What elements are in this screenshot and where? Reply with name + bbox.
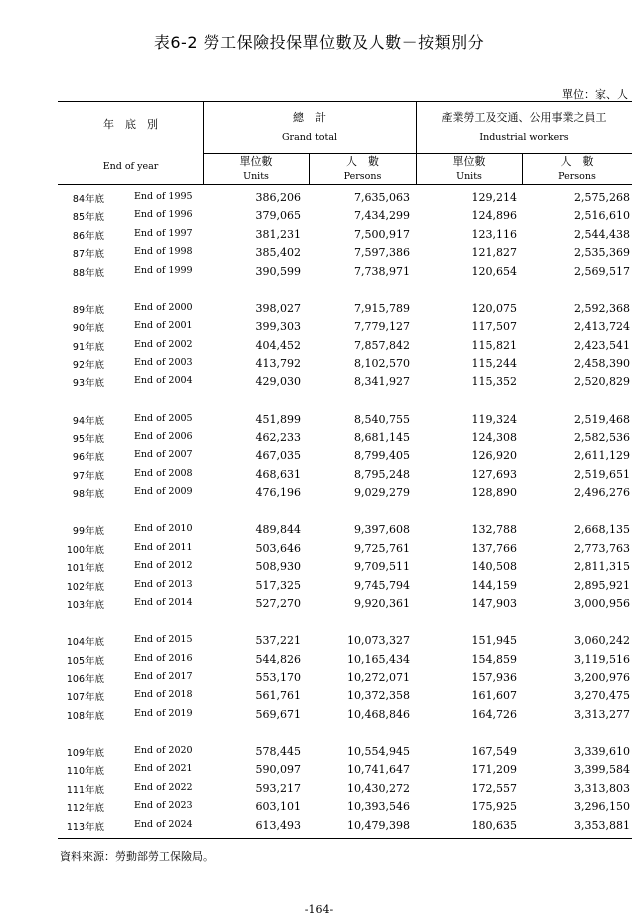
row-total-units: 467,035 (255, 449, 301, 463)
row-year-en: End of 2014 (134, 597, 193, 608)
row-industrial-persons: 3,399,584 (574, 763, 630, 777)
table-bottom-rule (58, 838, 632, 839)
row-industrial-persons: 3,060,242 (574, 634, 630, 648)
header-total-persons-en: Persons (343, 171, 382, 182)
table-row (58, 780, 632, 798)
row-year-en: End of 2017 (134, 671, 193, 682)
row-industrial-persons: 2,413,724 (574, 320, 630, 334)
table-row (58, 706, 632, 724)
row-total-units: 553,170 (255, 671, 301, 684)
table-row (58, 207, 632, 225)
row-total-units: 527,270 (255, 597, 301, 610)
header-category-zh: 年 底 別 (103, 118, 158, 131)
table-row (58, 318, 632, 336)
row-year-en: End of 2004 (134, 375, 193, 387)
row-industrial-persons: 2,895,921 (574, 578, 630, 592)
table-row (58, 743, 632, 761)
row-year-en: End of 2015 (134, 634, 193, 646)
row-industrial-persons: 2,582,536 (574, 431, 630, 444)
row-industrial-units: 171,209 (471, 763, 517, 777)
row-total-units: 508,930 (255, 560, 301, 574)
row-industrial-units: 115,821 (471, 338, 517, 352)
row-year-zh: 109年底 (66, 748, 104, 759)
source-note: 資料來源：勞動部勞工保險局。 (60, 850, 214, 863)
row-industrial-units: 127,693 (471, 467, 517, 481)
row-year-zh: 91年底 (72, 341, 104, 353)
row-year-en: End of 2016 (134, 652, 193, 664)
row-industrial-persons: 3,313,803 (574, 781, 630, 795)
row-industrial-units: 137,766 (471, 541, 517, 555)
header-total-units-en: Units (243, 171, 269, 182)
header-category-en: End of year (102, 161, 159, 172)
row-year-en: End of 2024 (134, 818, 193, 830)
row-year-en: End of 2001 (134, 320, 193, 332)
row-total-persons: 10,479,398 (347, 818, 410, 832)
row-year-zh: 101年底 (66, 563, 104, 575)
row-industrial-units: 115,244 (471, 357, 517, 370)
row-industrial-persons: 2,611,129 (574, 449, 630, 463)
row-industrial-units: 115,352 (471, 375, 517, 389)
row-industrial-persons: 2,458,390 (574, 357, 630, 370)
row-industrial-units: 151,945 (471, 634, 517, 648)
row-year-en: End of 2002 (134, 338, 193, 350)
row-industrial-units: 124,308 (471, 431, 517, 444)
row-year-zh: 99年底 (72, 526, 104, 538)
row-total-persons: 10,741,647 (347, 763, 410, 777)
row-year-zh: 113年底 (66, 821, 104, 833)
row-total-units: 404,452 (255, 338, 301, 352)
row-total-persons: 7,635,063 (354, 191, 410, 204)
table-row (58, 558, 632, 576)
row-year-zh: 94年底 (72, 415, 104, 427)
row-year-en: End of 2018 (134, 689, 193, 701)
row-year-en: End of 2007 (134, 449, 193, 461)
row-total-units: 544,826 (255, 652, 301, 666)
row-total-units: 379,065 (255, 209, 301, 223)
row-total-persons: 9,725,761 (354, 541, 410, 555)
row-year-en: End of 1997 (134, 227, 193, 239)
row-industrial-persons: 2,592,368 (574, 301, 630, 315)
row-year-zh: 93年底 (72, 378, 104, 390)
row-industrial-persons: 2,569,517 (574, 264, 630, 278)
row-industrial-persons: 3,270,475 (574, 689, 630, 703)
row-year-zh: 92年底 (72, 360, 104, 371)
row-total-persons: 10,073,327 (347, 634, 410, 648)
row-industrial-units: 175,925 (471, 800, 517, 814)
row-industrial-persons: 2,575,268 (574, 191, 630, 204)
row-industrial-persons: 2,520,829 (574, 375, 630, 389)
row-total-units: 451,899 (255, 412, 301, 426)
statistics-table (58, 101, 632, 839)
row-total-persons: 8,799,405 (354, 449, 410, 463)
row-year-en: End of 2023 (134, 800, 193, 812)
row-total-units: 413,792 (255, 357, 301, 370)
row-industrial-units: 129,214 (471, 191, 517, 204)
row-industrial-units: 154,859 (471, 652, 517, 666)
row-year-zh: 87年底 (72, 249, 104, 261)
row-year-en: End of 2009 (134, 486, 193, 498)
row-industrial-persons: 2,496,276 (574, 486, 630, 500)
row-total-persons: 7,738,971 (354, 264, 410, 278)
row-year-zh: 110年底 (66, 766, 104, 778)
row-year-zh: 111年底 (66, 784, 104, 796)
table-row (58, 466, 632, 484)
row-total-persons: 8,681,145 (354, 431, 410, 444)
row-year-en: End of 2012 (134, 560, 193, 572)
row-year-zh: 105年底 (66, 655, 104, 667)
row-industrial-persons: 2,773,763 (574, 541, 630, 555)
row-total-units: 590,097 (255, 763, 301, 777)
row-total-persons: 8,795,248 (354, 467, 410, 481)
row-year-zh: 97年底 (72, 470, 104, 482)
row-total-units: 613,493 (255, 818, 301, 832)
row-total-persons: 9,920,361 (354, 597, 410, 610)
row-industrial-units: 119,324 (471, 412, 517, 426)
table-row (58, 263, 632, 281)
row-total-persons: 8,341,927 (354, 375, 410, 389)
row-year-en: End of 2000 (134, 301, 193, 313)
row-year-zh: 102年底 (66, 581, 104, 593)
row-industrial-persons: 3,000,956 (574, 597, 630, 610)
table-row (58, 687, 632, 705)
page-title: 表6-2 勞工保險投保單位數及人數－按類別分 (153, 33, 485, 52)
row-total-persons: 10,468,846 (347, 707, 410, 721)
table-row (58, 300, 632, 318)
row-total-persons: 10,554,945 (347, 745, 410, 758)
row-total-persons: 7,915,789 (354, 301, 410, 315)
row-total-units: 503,646 (255, 541, 301, 555)
row-total-persons: 8,540,755 (354, 412, 410, 426)
row-industrial-persons: 2,668,135 (574, 523, 630, 537)
row-year-zh: 85年底 (72, 212, 104, 224)
row-industrial-persons: 3,339,610 (574, 745, 630, 758)
row-total-persons: 7,857,842 (354, 338, 410, 352)
row-total-persons: 9,745,794 (354, 578, 410, 592)
row-total-persons: 9,397,608 (354, 523, 410, 537)
row-year-en: End of 2020 (134, 745, 193, 756)
row-year-en: End of 1995 (134, 191, 193, 202)
header-total-persons-zh: 人 數 (346, 155, 379, 168)
table-top-rule (58, 101, 632, 102)
row-total-persons: 7,597,386 (354, 246, 410, 260)
header-total-zh: 總 計 (293, 111, 326, 124)
table-row (58, 244, 632, 262)
table-row (58, 632, 632, 650)
row-industrial-units: 147,903 (471, 597, 517, 610)
row-year-zh: 112年底 (66, 803, 104, 815)
row-total-persons: 10,393,546 (347, 800, 410, 814)
row-industrial-units: 132,788 (471, 523, 517, 537)
row-total-units: 398,027 (255, 301, 301, 315)
table-row (58, 355, 632, 373)
row-total-persons: 9,029,279 (354, 486, 410, 500)
table-row (58, 373, 632, 391)
row-industrial-units: 144,159 (471, 578, 517, 592)
row-industrial-units: 124,896 (471, 209, 517, 223)
row-year-en: End of 2006 (134, 431, 193, 442)
row-total-units: 390,599 (255, 264, 301, 278)
row-year-zh: 96年底 (72, 452, 104, 464)
row-total-persons: 7,434,299 (354, 209, 410, 223)
table-row (58, 411, 632, 429)
row-total-units: 593,217 (255, 781, 301, 795)
header-ind-persons-zh: 人 數 (560, 155, 594, 168)
table-row (58, 651, 632, 669)
header-ind-persons-en: Persons (558, 171, 596, 182)
row-total-units: 517,325 (255, 578, 301, 592)
row-total-persons: 10,165,434 (347, 652, 410, 666)
table-row (58, 669, 632, 687)
table-row (58, 761, 632, 779)
row-year-zh: 98年底 (72, 489, 104, 501)
row-total-units: 569,671 (255, 707, 301, 721)
header-ind-units-en: Units (456, 171, 482, 182)
row-year-zh: 95年底 (72, 434, 104, 445)
row-year-zh: 89年底 (72, 304, 104, 316)
row-year-en: End of 1999 (134, 264, 193, 276)
row-year-zh: 88年底 (72, 267, 104, 279)
row-total-persons: 7,500,917 (354, 227, 410, 241)
row-year-en: End of 2019 (134, 707, 193, 719)
table-row (58, 337, 632, 355)
unit-label: 單位：家、人 (562, 88, 628, 101)
row-total-units: 381,231 (255, 227, 301, 241)
row-industrial-units: 128,890 (471, 486, 517, 500)
table-row (58, 577, 632, 595)
row-year-en: End of 2010 (134, 523, 193, 535)
row-year-zh: 104年底 (66, 637, 104, 649)
table-row (58, 429, 632, 447)
page-number: -164- (304, 903, 334, 916)
row-year-zh: 108年底 (66, 710, 104, 722)
row-total-units: 537,221 (255, 634, 301, 648)
row-industrial-persons: 3,296,150 (574, 800, 630, 814)
row-total-persons: 9,709,511 (354, 560, 410, 574)
row-year-en: End of 2003 (134, 357, 193, 368)
row-industrial-persons: 2,519,468 (574, 412, 630, 426)
table-row (58, 817, 632, 835)
row-total-units: 462,233 (255, 431, 301, 444)
row-year-zh: 107年底 (66, 692, 104, 704)
header-total-units-zh: 單位數 (239, 155, 273, 168)
row-year-zh: 90年底 (72, 323, 104, 335)
row-year-en: End of 2021 (134, 763, 193, 775)
row-industrial-units: 140,508 (471, 560, 517, 574)
row-year-en: End of 1998 (134, 246, 193, 258)
row-industrial-persons: 2,535,369 (574, 246, 630, 260)
table-row (58, 226, 632, 244)
header-industrial-zh: 產業勞工及交通、公用事業之員工 (441, 111, 607, 124)
table-row (58, 484, 632, 502)
row-year-en: End of 2022 (134, 781, 193, 793)
row-total-persons: 10,272,071 (347, 671, 410, 684)
header-industrial-en: Industrial workers (479, 132, 569, 143)
row-year-zh: 106年底 (66, 674, 104, 685)
header-bottom-rule (58, 184, 632, 185)
row-year-en: End of 2013 (134, 578, 193, 590)
row-total-units: 561,761 (255, 689, 301, 703)
row-industrial-units: 164,726 (471, 707, 517, 721)
table-row (58, 521, 632, 539)
table-row (58, 595, 632, 613)
row-industrial-persons: 2,516,610 (574, 209, 630, 223)
table-row (58, 798, 632, 816)
row-industrial-persons: 2,519,651 (574, 467, 630, 481)
row-year-en: End of 1996 (134, 209, 193, 221)
row-year-en: End of 2005 (134, 412, 193, 424)
row-total-units: 386,206 (255, 191, 301, 204)
row-total-units: 476,196 (255, 486, 301, 500)
row-total-units: 489,844 (255, 523, 301, 537)
row-industrial-units: 117,507 (471, 320, 517, 334)
row-year-zh: 86年底 (72, 230, 104, 242)
row-industrial-units: 120,075 (471, 301, 517, 315)
table-row (58, 447, 632, 465)
row-year-zh: 100年底 (66, 544, 104, 556)
row-industrial-persons: 3,119,516 (574, 652, 630, 666)
row-industrial-units: 126,920 (471, 449, 517, 463)
row-industrial-units: 157,936 (471, 671, 517, 684)
row-year-en: End of 2008 (134, 467, 193, 479)
row-industrial-persons: 3,353,881 (574, 818, 630, 832)
header-total-en: Grand total (281, 132, 338, 143)
header-ind-units-zh: 單位數 (452, 155, 486, 168)
row-total-persons: 7,779,127 (354, 320, 410, 334)
row-total-persons: 10,372,358 (347, 689, 410, 703)
row-year-zh: 84年底 (72, 194, 104, 205)
row-year-zh: 103年底 (66, 600, 104, 611)
row-industrial-units: 121,827 (471, 246, 517, 260)
row-industrial-units: 120,654 (471, 264, 517, 278)
row-total-units: 603,101 (255, 800, 301, 814)
row-industrial-units: 123,116 (471, 227, 517, 241)
row-total-units: 429,030 (255, 375, 301, 389)
row-industrial-units: 167,549 (471, 745, 517, 758)
row-industrial-units: 180,635 (471, 818, 517, 832)
row-total-persons: 10,430,272 (347, 781, 410, 795)
header-inner-rule (203, 153, 632, 154)
row-total-units: 468,631 (255, 467, 301, 481)
row-industrial-persons: 3,200,976 (574, 671, 630, 684)
row-total-units: 578,445 (255, 745, 301, 758)
row-total-units: 399,303 (255, 320, 301, 334)
table-row (58, 189, 632, 207)
row-industrial-persons: 2,811,315 (574, 560, 630, 574)
row-total-units: 385,402 (255, 246, 301, 260)
row-year-en: End of 2011 (134, 541, 193, 553)
row-industrial-units: 161,607 (471, 689, 517, 703)
row-industrial-persons: 2,544,438 (574, 227, 630, 241)
row-industrial-persons: 2,423,541 (574, 338, 630, 352)
table-row (58, 540, 632, 558)
row-total-persons: 8,102,570 (354, 357, 410, 370)
row-industrial-units: 172,557 (471, 781, 517, 795)
row-industrial-persons: 3,313,277 (574, 707, 630, 721)
